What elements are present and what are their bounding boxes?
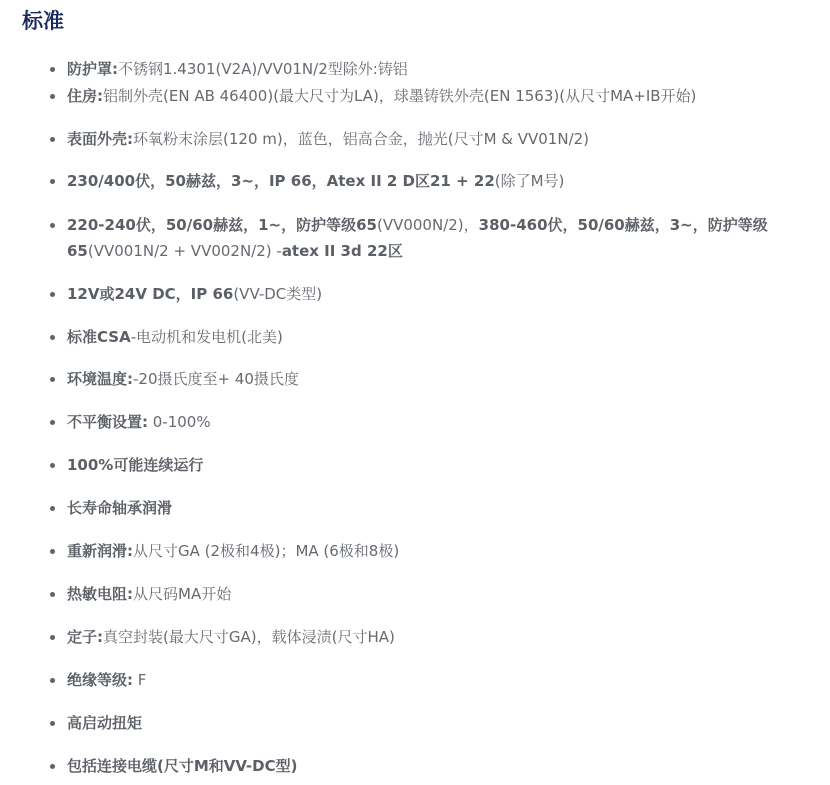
item-text: -电动机和发电机(北美) [130,328,283,346]
bullet-icon [50,592,55,597]
bullet-icon [50,223,55,228]
bullet-icon [50,292,55,297]
item-label: 环境温度: [67,370,133,388]
item-text: 环氧粉末涂层(120 m)，蓝色，铝高合金，抛光(尺寸M & VV01N/2) [133,130,590,148]
item-text: (VV001N/2 + VV002N/2) - [87,242,282,260]
list-item [67,495,782,521]
item-text: -20摄氏度至+ 40摄氏度 [133,370,299,388]
list-item [67,56,782,82]
list-item [67,667,782,693]
item-label: 高启动扭矩 [67,714,143,732]
item-label: 绝缘等级: [67,671,133,689]
list-item [67,126,782,152]
item-text: 0-100% [148,413,211,431]
item-text: 真空封装(最大尺寸GA)，载体浸渍(尺寸HA) [103,628,395,646]
page-title: 标准 [22,9,64,33]
bullet-icon [50,335,55,340]
bullet-icon [50,179,55,184]
list-item [67,324,782,350]
item-label: 防护罩: [67,60,118,78]
item-label: 表面外壳: [67,130,133,148]
list-item [67,452,782,478]
item-label: 热敏电阻: [67,585,133,603]
bullet-icon [50,678,55,683]
item-text: (除了M号) [494,172,565,190]
bullet-icon [50,463,55,468]
item-label: 230/400伏，50赫兹，3~，IP 66，Atex II 2 D区21 + 22 [67,172,495,190]
list-item [67,753,782,779]
bullet-icon [50,635,55,640]
item-label: atex II 3d 22区 [281,242,403,260]
item-label: 标准CSA [67,328,131,346]
list-item [67,538,782,564]
bullet-icon [50,377,55,382]
item-label: 长寿命轴承润滑 [67,499,173,517]
item-text: 从尺码MA开始 [133,585,232,603]
bullet-icon [50,549,55,554]
list-item [67,624,782,650]
item-label: 住房: [67,87,103,105]
item-text: 铝制外壳(EN AB 46400)(最大尺寸为LA)，球墨铸铁外壳(EN 1563)(从尺寸MA+IB开始) [103,87,697,105]
list-item [67,281,782,307]
item-text: 从尺寸GA (2极和4极)；MA (6极和8极) [133,542,400,560]
list-item [67,710,782,736]
bullet-icon [50,721,55,726]
list-item [67,366,782,392]
item-label: 定子: [67,628,103,646]
item-label: 包括连接电缆(尺寸M和VV-DC型) [67,757,298,775]
item-label: 不平衡设置: [67,413,148,431]
bullet-icon [50,137,55,142]
item-text: (VV-DC类型) [233,285,323,303]
list-item [67,212,782,264]
item-label: 12V或24V DC，IP 66 [67,285,234,303]
bullet-icon [50,506,55,511]
item-label: 100%可能连续运行 [67,456,204,474]
item-text: (VV000N/2)， [376,216,479,234]
item-label: 220-240伏，50/60赫兹，1~，防护等级65 [67,216,377,234]
bullet-icon [50,94,55,99]
item-label: 380-460伏，50/60赫兹，3~，防护等级65 [67,216,768,260]
list-item [67,168,782,194]
list-item [67,581,782,607]
item-label: 重新润滑: [67,542,133,560]
item-text: 不锈钢1.4301(V2A)/VV01N/2型除外:铸铝 [118,60,408,78]
item-text: F [133,671,147,689]
bullet-icon [50,420,55,425]
list-item [67,83,782,109]
list-item [67,409,782,435]
bullet-icon [50,67,55,72]
bullet-icon [50,764,55,769]
